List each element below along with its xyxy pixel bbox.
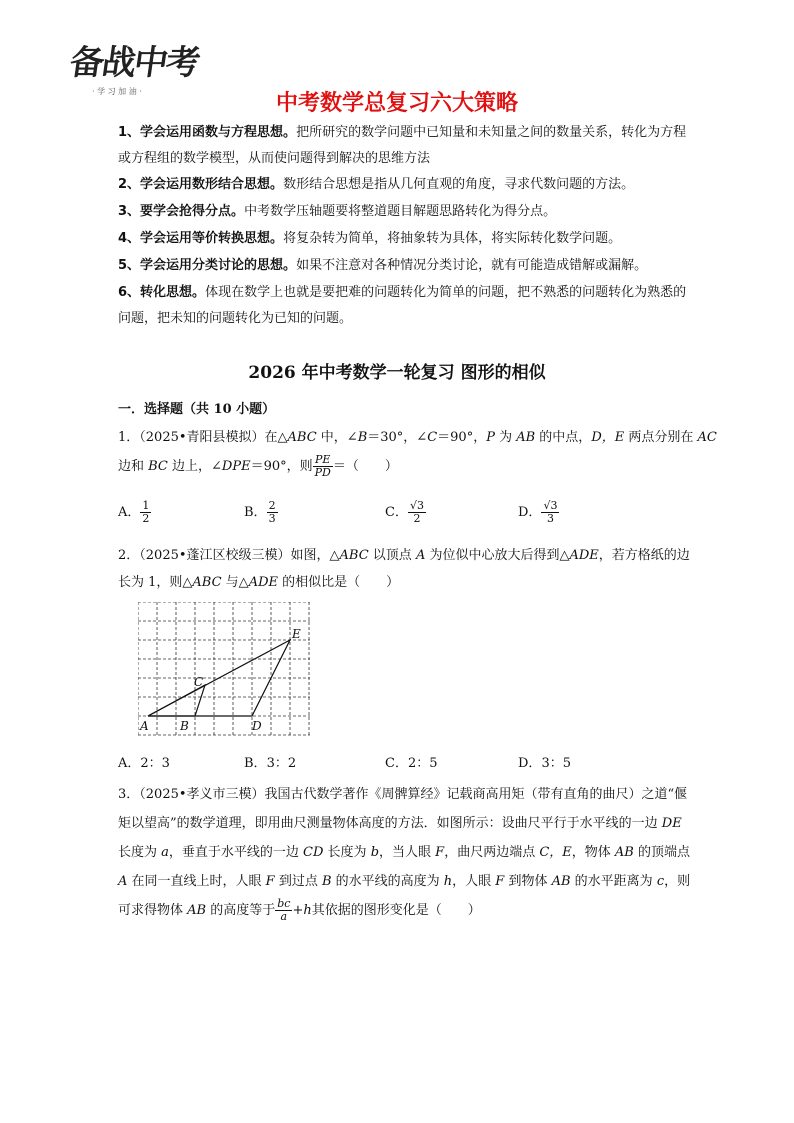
- fraction-numerator: 1: [142, 499, 150, 512]
- option-label: A．: [118, 505, 141, 520]
- q2-text: 以顶点: [368, 548, 416, 563]
- q3-text: ，人眼: [452, 874, 496, 889]
- strategy-item-1: [118, 120, 718, 172]
- q3-text: 到过点: [274, 874, 322, 889]
- q2-var: ADE: [248, 575, 278, 590]
- q1-option-d: [518, 500, 559, 525]
- option-fraction: [267, 500, 278, 525]
- strategy-num: 4、: [118, 231, 141, 246]
- strategy-num: 3、: [118, 204, 141, 219]
- section-title: 2026 年中考数学一轮复习 图形的相似: [248, 363, 546, 383]
- q3-text: 的水平距离为: [570, 874, 657, 889]
- q3-text: 在同一直线上时，人眼: [127, 874, 266, 889]
- q3-text: ，垂直于水平线的一边: [168, 845, 304, 860]
- strategy-num: 2、: [118, 177, 141, 192]
- option-label: B．: [244, 505, 267, 520]
- option-label: D．: [518, 756, 542, 771]
- strategy-body-cont: 或方程组的数学模型，从而使问题得到解决的思维方法: [118, 151, 431, 166]
- fraction-denominator: 2: [413, 512, 421, 525]
- strategy-head: 学会运用分类讨论的思想。: [140, 258, 297, 273]
- option-label: C．: [385, 756, 408, 771]
- question-1: [118, 424, 718, 478]
- q1-option-a: [118, 500, 151, 525]
- strategy-item-4: [118, 226, 718, 252]
- q2-grid-figure: [138, 602, 314, 742]
- option-label: D．: [518, 505, 542, 520]
- fraction-numerator: bc: [277, 897, 291, 910]
- fraction-denominator: 3: [546, 512, 554, 525]
- q3-var: A: [118, 874, 128, 889]
- q3-text: 的水平线的高度为: [331, 874, 444, 889]
- option-fraction: [140, 500, 151, 525]
- q2-text: 长为 1，则△: [118, 575, 193, 590]
- strategy-body: 把所研究的数学问题中已知量和未知量之间的数量关系，转化为方程: [296, 125, 687, 140]
- q1-var: P: [486, 430, 495, 445]
- q3-text: 矩以望高”的数学道理，即用曲尺测量物体高度的方法．如图所示：设曲尺平行于水平线的一边: [118, 816, 662, 831]
- q1-text: 边上，∠: [167, 459, 222, 474]
- q3-text: 3．（2025•孝义市三模）我国古代数学著作《周髀算经》记载商高用矩（带有直角的曲尺）之道“偃: [118, 787, 688, 802]
- point-label-a: A: [140, 719, 149, 733]
- strategy-num: 1、: [118, 125, 141, 140]
- q2-text: 的相似比是（ ）: [278, 575, 400, 590]
- option-fraction: [408, 500, 426, 525]
- q2-option-a: [118, 752, 170, 771]
- point-label-b: B: [180, 719, 189, 733]
- strategy-head: 学会运用函数与方程思想。: [140, 125, 297, 140]
- q1-text: ＝90°，则: [250, 459, 313, 474]
- q1-text: 为: [494, 430, 517, 445]
- q3-var: AB: [187, 903, 207, 918]
- q1-option-c: [385, 500, 426, 525]
- strategy-num: 6、: [118, 285, 141, 300]
- part-heading: 一．选择题（共 10 小题）: [118, 402, 276, 417]
- fraction-denominator: 2: [142, 512, 150, 525]
- q2-option-d: [518, 752, 571, 771]
- strategy-item-6: [118, 280, 718, 332]
- option-text: 3：2: [266, 756, 297, 771]
- q3-var: AB: [551, 874, 571, 889]
- q2-text: 2．（2025•蓬江区校级三模）如图，△: [118, 548, 340, 563]
- page-title: 中考数学总复习六大策略: [275, 91, 518, 116]
- option-label: B．: [244, 756, 267, 771]
- q3-text: ，则: [664, 874, 691, 889]
- q2-text: ，若方格纸的边: [598, 548, 690, 563]
- strategy-body: 数形结合思想是指从几何直观的角度，寻求代数问题的方法。: [283, 177, 635, 192]
- q3-text: 到物体: [504, 874, 552, 889]
- logo-subtitle: · 学 习 加 油 ·: [92, 87, 142, 96]
- strategy-head: 学会运用等价转换思想。: [140, 231, 284, 246]
- q3-var: a: [161, 845, 169, 860]
- q1-var: BC: [148, 459, 168, 474]
- point-label-e: E: [292, 627, 301, 641]
- q1-text: 两点分别在: [624, 430, 698, 445]
- q3-var: F: [435, 845, 445, 860]
- strategy-head: 学会运用数形结合思想。: [140, 177, 284, 192]
- q3-text: 长度为: [323, 845, 371, 860]
- q3-var: C，E: [539, 845, 572, 860]
- q1-text: 的中点，: [535, 430, 592, 445]
- q1-var: D，E: [591, 430, 625, 445]
- option-text: 2：5: [407, 756, 438, 771]
- strategy-body: 体现在数学上也就是要把难的问题转化为简单的问题，把不熟悉的问题转化为熟悉的: [205, 285, 687, 300]
- q3-var: c: [656, 874, 665, 889]
- q3-var: h: [303, 903, 312, 918]
- strategy-body: 将复杂转为简单，将抽象转为具体，将实际转化数学问题。: [283, 231, 622, 246]
- fraction-numerator: 2: [268, 499, 276, 512]
- q1-var: AC: [697, 430, 717, 445]
- q1-var: ABC: [287, 430, 317, 445]
- strategy-body: 如果不注意对各种情况分类讨论，就有可能造成错解或漏解。: [296, 258, 648, 273]
- strategy-body: 中考数学压轴题要将整道题目解题思路转化为得分点。: [244, 204, 557, 219]
- point-label-d: D: [252, 719, 262, 733]
- q2-text: 与△: [221, 575, 249, 590]
- q3-text: ，当人眼: [379, 845, 436, 860]
- point-label-c: C: [194, 675, 204, 689]
- strategy-item-5: [118, 253, 718, 279]
- q1-text: ＝90°，: [437, 430, 487, 445]
- option-label: A．: [118, 756, 141, 771]
- q1-text: 中，∠: [316, 430, 358, 445]
- q1-text: ＝（ ）: [332, 459, 398, 474]
- fraction-numerator: √3: [409, 499, 424, 512]
- q2-text: 为位似中心放大后得到△: [425, 548, 570, 563]
- q3-var: AB: [614, 845, 634, 860]
- q3-var: B: [321, 874, 332, 889]
- q3-text: 的高度等于: [206, 903, 276, 918]
- q1-var: C: [427, 430, 438, 445]
- q3-var: CD: [303, 845, 324, 860]
- fraction-denominator: 3: [268, 512, 276, 525]
- q3-text: ，曲尺两边端点: [444, 845, 540, 860]
- strategy-head: 转化思想。: [140, 285, 206, 300]
- fraction-numerator: √3: [543, 499, 558, 512]
- q3-var: F: [265, 874, 275, 889]
- strategy-head: 要学会抢得分点。: [140, 204, 245, 219]
- q3-fraction: [275, 898, 292, 923]
- q2-var: ABC: [339, 548, 369, 563]
- question-2: [118, 542, 718, 596]
- q2-var: A: [415, 548, 426, 563]
- option-fraction: [541, 500, 559, 525]
- q2-var: ABC: [192, 575, 222, 590]
- q3-text: 长度为: [118, 845, 162, 860]
- option-text: 3：5: [541, 756, 571, 771]
- q1-text: ＝30°，∠: [367, 430, 428, 445]
- q1-fraction: [313, 454, 333, 479]
- q3-text: ，物体: [571, 845, 615, 860]
- q3-text: 可求得物体: [118, 903, 188, 918]
- q1-var: AB: [516, 430, 536, 445]
- q3-text: 其依据的图形变化是（ ）: [311, 903, 481, 918]
- q3-text: +: [292, 903, 304, 918]
- fraction-denominator: a: [280, 910, 288, 923]
- q1-text: 1．（2025•青阳县模拟）在△: [118, 430, 288, 445]
- q1-var: DPE: [221, 459, 251, 474]
- fraction-denominator: PD: [314, 466, 331, 479]
- option-label: C．: [385, 505, 408, 520]
- logo-text: 备战中考: [67, 43, 201, 83]
- q2-option-c: [385, 752, 438, 771]
- q3-text: 的顶端点: [633, 845, 690, 860]
- option-text: 2：3: [140, 756, 170, 771]
- q3-var: F: [495, 874, 505, 889]
- fraction-numerator: PE: [313, 454, 333, 467]
- q3-var: h: [443, 874, 453, 889]
- question-3: [118, 780, 718, 925]
- strategy-num: 5、: [118, 258, 141, 273]
- strategy-body-cont: 问题，把未知的问题转化为已知的问题。: [118, 311, 353, 326]
- q2-option-b: [244, 752, 296, 771]
- q1-text: 边和: [118, 459, 149, 474]
- q1-var: B: [357, 430, 368, 445]
- strategy-item-3: [118, 199, 718, 225]
- q2-var: ADE: [569, 548, 599, 563]
- strategy-item-2: [118, 172, 718, 198]
- grid-lines: [138, 602, 310, 735]
- q3-var: b: [370, 845, 380, 860]
- q3-var: DE: [661, 816, 682, 831]
- q1-option-b: [244, 500, 278, 525]
